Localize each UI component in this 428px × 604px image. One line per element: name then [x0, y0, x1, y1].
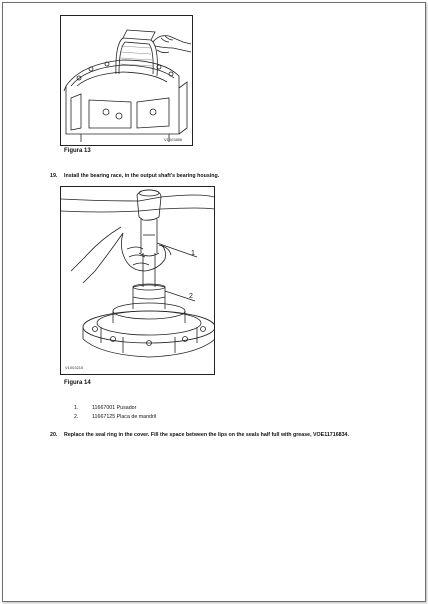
step-20-number: 20. [50, 432, 58, 438]
figure-14-illustration [60, 186, 215, 375]
tool-list-item [74, 414, 274, 422]
tool-name: 11667125 Placa de mandril [92, 414, 157, 420]
bearing-race-installation-drawing [61, 187, 214, 374]
figure-13-illustration [60, 15, 193, 146]
callout-1: 1 [191, 250, 195, 257]
figure-14-caption: Figura 14 [64, 380, 91, 386]
tool-list-item [74, 405, 274, 413]
tool-number: 2. [74, 414, 79, 420]
step-20-text: Replace the seal ring in the cover. Fill the space between the lips on the seals half full with grease, VOE11716834. [64, 432, 349, 438]
step-19-number: 19. [50, 173, 58, 179]
callout-2: 2 [189, 293, 193, 300]
figure-14-code: V1003215 [65, 365, 84, 370]
tool-number: 1. [74, 405, 79, 411]
figure-13-caption: Figura 13 [64, 148, 91, 154]
figure-13-code: V1003856 [164, 137, 183, 142]
document-page [2, 2, 426, 602]
housing-seal-drawing [61, 16, 192, 145]
tool-name: 11667001 Pusador [92, 405, 137, 411]
step-19-text: Install the bearing race, in the output shaft's bearing housing. [64, 173, 220, 179]
